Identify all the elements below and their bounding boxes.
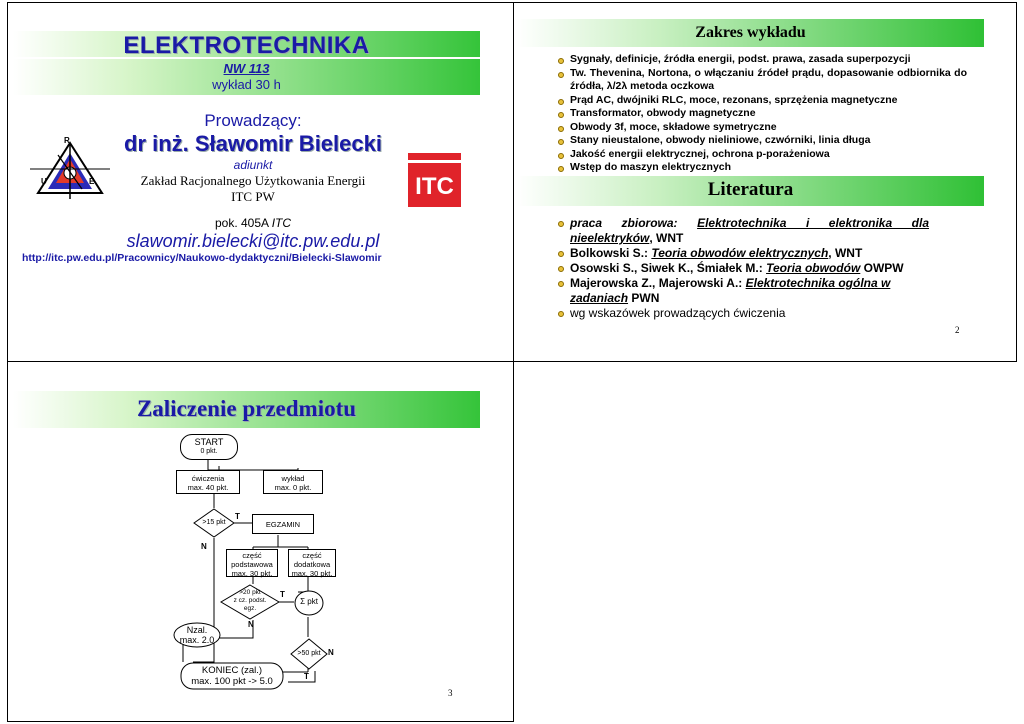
flow-end-l2: max. 100 pkt -> 5.0	[191, 676, 273, 687]
flow-exam-label: EGZAMIN	[265, 520, 301, 529]
flow-no-label: N	[248, 620, 254, 629]
topics-list	[557, 53, 967, 175]
flow-end-text	[180, 665, 284, 687]
literature-list	[557, 216, 929, 321]
page-number: 2	[955, 325, 960, 335]
literature-author: Osowski S., Siwek K., Śmiałek M.:	[570, 261, 767, 275]
flow-start-points: 0 pkt.	[200, 448, 218, 455]
flow-decision-20-l1: >20 pkt	[239, 589, 261, 596]
flow-decision-50-label: >50 pkt	[297, 650, 321, 657]
flow-exercises-points: max. 40 pkt.	[187, 483, 229, 492]
flow-end	[180, 662, 284, 690]
flow-fail-l2: max. 2.0	[179, 635, 215, 645]
literature-item	[557, 276, 929, 306]
flow-extra	[288, 549, 336, 577]
ure-emblem-icon	[30, 139, 110, 201]
topic-item: Jakość energii elektrycznej, ochrona p-porażeniowa	[557, 148, 967, 162]
scope-heading: Zakres wykładu	[695, 24, 806, 41]
itc-logo	[408, 153, 461, 207]
literature-title: Teoria obwodów elektrycznych	[651, 246, 829, 260]
itc-logo-text: ITC	[415, 173, 454, 200]
flow-decision-20	[220, 584, 280, 620]
literature-author: Majerowska Z., Majerowski A.:	[570, 276, 746, 290]
flow-lecture	[263, 470, 323, 494]
literature-item	[557, 246, 929, 261]
room-prefix: pok. 405A	[214, 216, 272, 230]
flow-decision-20-l2: z cz. podst.	[233, 597, 267, 604]
literature-title: Elektrotechnika ogólna w zadaniach	[570, 276, 891, 305]
literature-title: Elektrotechnika i elektronika dla nieelektryków	[570, 216, 930, 245]
literature-publisher: PWN	[628, 291, 660, 305]
slide-3	[7, 361, 514, 722]
slide-heading: Zaliczenie przedmiotu	[136, 396, 357, 421]
homepage-link[interactable]: http://itc.pw.edu.pl/Pracownicy/Naukowo-dydaktyczni/Bielecki-Slawomir	[22, 252, 382, 264]
itc-logo-stripe	[408, 153, 461, 163]
flow-decision-15	[193, 508, 235, 538]
flow-extra-l1: część	[302, 551, 322, 560]
literature-publisher: , WNT	[649, 231, 684, 245]
flow-fail-l1: Nzal.	[186, 625, 208, 635]
flow-yes-label: T	[304, 672, 309, 681]
literature-publisher: OWPW	[860, 261, 904, 275]
presenter-label: Prowadzący:	[204, 111, 302, 130]
flow-exam	[252, 514, 314, 534]
literature-heading: Literatura	[707, 179, 794, 200]
literature-author: praca zbiorowa:	[570, 216, 698, 230]
literature-publisher: , WNT	[828, 246, 863, 260]
flow-start-label: START	[194, 437, 224, 447]
room-itc: ITC	[271, 216, 292, 230]
literature-author: Bolkowski S.:	[570, 246, 652, 260]
flow-fail-text	[173, 625, 221, 645]
topic-item: Stany nieustalone, obwody nieliniowe, czwórniki, linia długa	[557, 134, 967, 148]
flow-end-l1: KONIEC (zal.)	[201, 665, 263, 676]
flow-extra-l2: dodatkowa	[293, 560, 331, 569]
flow-sum-label: Σ pkt	[300, 597, 318, 606]
institute: ITC PW	[231, 189, 275, 204]
topic-item: Prąd AC, dwójniki RLC, moce, rezonans, sprzężenia magnetyczne	[557, 94, 967, 108]
lecture-hours: wykład 30 h	[212, 77, 281, 92]
flow-lecture-label: wykład	[281, 474, 305, 483]
topic-item: Wstęp do maszyn elektrycznych	[557, 161, 967, 175]
topic-item: Sygnały, definicje, źródła energii, podst. prawa, zasada superpozycji	[557, 53, 967, 67]
flow-no-label: N	[201, 542, 207, 551]
flow-yes-label: T	[280, 590, 285, 599]
flow-decision-15-label: >15 pkt	[202, 519, 226, 526]
flow-basic-l1: część	[242, 551, 262, 560]
flow-basic-l2: podstawowa	[231, 560, 273, 569]
flow-lecture-points: max. 0 pkt.	[274, 483, 312, 492]
presenter-position: adiunkt	[233, 158, 273, 172]
flow-basic	[226, 549, 278, 577]
flow-exercises	[176, 470, 240, 494]
presenter-name: dr inż. Sławomir Bielecki	[124, 131, 382, 156]
literature-note: wg wskazówek prowadzących ćwiczenia	[570, 306, 786, 320]
emblem-letter-r: R	[64, 136, 70, 145]
flow-decision-50	[290, 638, 328, 670]
topic-item: Transformator, obwody magnetyczne	[557, 107, 967, 121]
literature-item	[557, 306, 929, 321]
flow-sum	[294, 590, 324, 616]
room	[138, 216, 368, 230]
flow-start	[180, 434, 238, 460]
email-link[interactable]: slawomir.bielecki@itc.pw.edu.pl	[126, 231, 380, 251]
flow-no-label: N	[328, 648, 334, 657]
topic-item: Tw. Thevenina, Nortona, o włączaniu źródeł prądu, dopasowanie odbiornika do źródła, λ/2λ metoda oczkowa	[557, 67, 967, 94]
flow-basic-l3: max. 30 pkt.	[231, 569, 273, 578]
department: Zakład Racjonalnego Użytkowania Energii	[140, 173, 366, 188]
literature-title: Teoria obwodów	[766, 261, 861, 275]
slide-1	[7, 2, 514, 362]
flow-decision-20-text	[220, 589, 280, 613]
slide-2	[513, 2, 1017, 362]
topic-item: Obwody 3f, moce, składowe symetryczne	[557, 121, 967, 135]
flow-extra-l3: max. 30 pkt.	[291, 569, 333, 578]
emblem-letter-u: U	[41, 177, 47, 186]
literature-item	[557, 261, 929, 276]
course-title: ELEKTROTECHNIKA	[123, 32, 370, 59]
page-number: 3	[448, 688, 453, 698]
flow-fail	[173, 622, 221, 648]
flow-exercises-label: ćwiczenia	[191, 474, 225, 483]
flow-decision-20-l3: egz.	[243, 605, 257, 612]
literature-item	[557, 216, 929, 246]
course-code: NW 113	[223, 61, 270, 76]
flow-yes-label: T	[235, 512, 240, 521]
emblem-letter-e: E	[89, 177, 95, 186]
